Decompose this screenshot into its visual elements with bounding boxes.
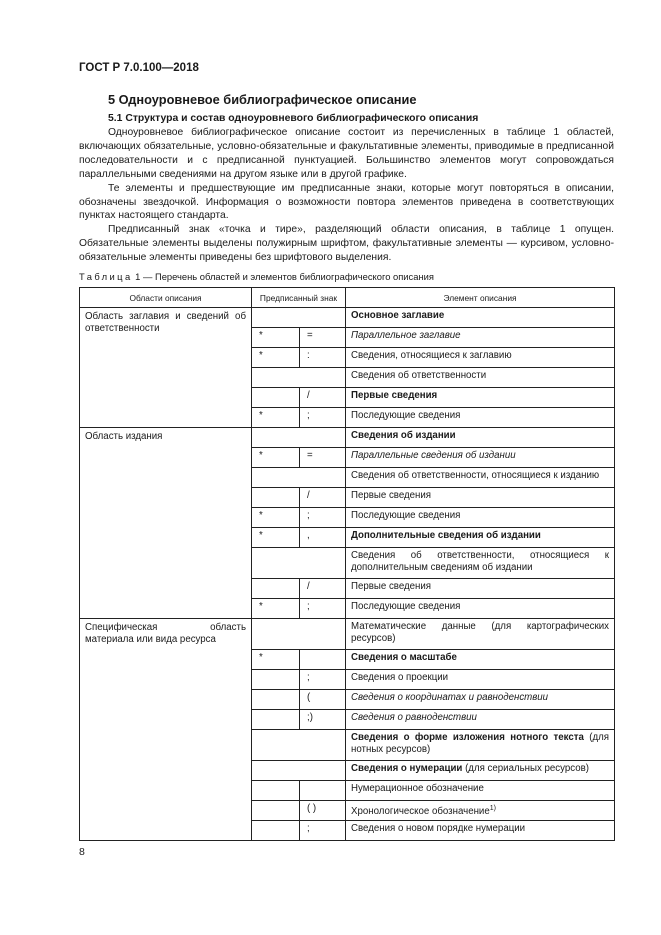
column-header: Элемент описания	[346, 288, 615, 308]
prescribed-sign: =	[300, 328, 346, 348]
element-cell: Последующие сведения	[346, 508, 615, 528]
prescribed-sign: /	[300, 388, 346, 408]
repeat-mark: *	[252, 448, 300, 468]
prescribed-sign: ;)	[300, 710, 346, 730]
element-cell: Сведения об ответственности, относящиеся к дополнительным сведениям об издании	[346, 548, 615, 579]
element-cell: Сведения, относящиеся к заглавию	[346, 348, 615, 368]
element-cell: Параллельные сведения об издании	[346, 448, 615, 468]
footnote-ref: 1)	[489, 805, 496, 812]
table-row	[80, 308, 615, 328]
repeat-mark	[252, 579, 300, 599]
repeat-mark: *	[252, 528, 300, 548]
element-note: (для нотных ресурсов)	[351, 732, 610, 755]
element-bold-text: Сведения о форме изложения нотного текста	[351, 732, 584, 743]
paragraph: Те элементы и предшествующие им предписанные знаки, которые могут повторяться в описании, обозначены звездочкой. Информация о возможности повтора элементов приведена в соответствующих пунктах настоящего стандарта.	[79, 182, 614, 222]
column-header: Области описания	[80, 288, 252, 308]
prescribed-sign: ;	[300, 408, 346, 428]
page-number: 8	[79, 846, 85, 858]
element-cell: Параллельное заглавие	[346, 328, 615, 348]
repeat-mark	[252, 690, 300, 710]
element-note: (для сериальных ресурсов)	[462, 763, 589, 774]
area-cell: Область заглавия и сведений об ответственности	[80, 308, 252, 428]
element-text: Хронологическое обозначение	[351, 806, 490, 818]
repeat-mark	[252, 670, 300, 690]
body-paragraphs	[79, 126, 614, 265]
table-caption-prefix: Таблица	[79, 271, 133, 282]
sign-cell	[252, 468, 346, 488]
prescribed-sign: :	[300, 348, 346, 368]
subsection-title: 5.1 Структура и состав одноуровневого библиографического описания	[108, 113, 479, 124]
repeat-mark	[252, 488, 300, 508]
prescribed-sign: ;	[300, 508, 346, 528]
element-cell: Основное заглавие	[346, 308, 615, 328]
element-cell: Первые сведения	[346, 488, 615, 508]
element-cell: Первые сведения	[346, 388, 615, 408]
repeat-mark: *	[252, 328, 300, 348]
sign-cell	[252, 308, 346, 328]
table-caption-text: 1 — Перечень областей и элементов библиографического описания	[132, 271, 434, 282]
element-cell: Сведения о координатах и равноденствии	[346, 690, 615, 710]
prescribed-sign: ,	[300, 528, 346, 548]
element-bold-text: Сведения о нумерации	[351, 763, 463, 774]
prescribed-sign: /	[300, 579, 346, 599]
element-cell: Сведения об ответственности	[346, 368, 615, 388]
element-cell: Первые сведения	[346, 579, 615, 599]
element-cell: Последующие сведения	[346, 408, 615, 428]
elements-table	[79, 287, 615, 841]
sign-cell	[252, 548, 346, 579]
sign-cell	[252, 428, 346, 448]
area-cell: Область издания	[80, 428, 252, 619]
prescribed-sign: ;	[300, 670, 346, 690]
repeat-mark	[252, 781, 300, 801]
area-cell: Специфическая область материала или вида ресурса	[80, 619, 252, 841]
element-cell: Дополнительные сведения об издании	[346, 528, 615, 548]
table-row	[80, 619, 615, 650]
repeat-mark: *	[252, 599, 300, 619]
repeat-mark	[252, 821, 300, 841]
element-cell: Нумерационное обозначение	[346, 781, 615, 801]
repeat-mark	[252, 710, 300, 730]
prescribed-sign: /	[300, 488, 346, 508]
element-cell: Сведения о равноденствии	[346, 710, 615, 730]
section-title: 5 Одноуровневое библиографическое описание	[108, 92, 417, 107]
paragraph: Одноуровневое библиографическое описание состоит из перечисленных в таблице 1 областей, включающих обязательные, условно-обязательные и факультативные элементы, приводимые в предписанной последовательности и с предписанной пунктуацией. Большинство элементов могут сопровождаться параллельными сведениями на другом языке или в другой графике.	[79, 127, 614, 180]
column-header: Предписанный знак	[252, 288, 346, 308]
element-cell	[346, 761, 615, 781]
element-cell: Математические данные (для картографических ресурсов)	[346, 619, 615, 650]
prescribed-sign	[300, 781, 346, 801]
table-caption	[79, 271, 434, 282]
prescribed-sign	[300, 650, 346, 670]
prescribed-sign: ;	[300, 599, 346, 619]
element-cell: Сведения о проекции	[346, 670, 615, 690]
prescribed-sign: ( )	[300, 801, 346, 821]
element-cell: Последующие сведения	[346, 599, 615, 619]
sign-cell	[252, 619, 346, 650]
repeat-mark: *	[252, 408, 300, 428]
prescribed-sign: ;	[300, 821, 346, 841]
element-cell	[346, 730, 615, 761]
repeat-mark: *	[252, 650, 300, 670]
element-cell: Сведения о новом порядке нумерации	[346, 821, 615, 841]
sign-cell	[252, 761, 346, 781]
table-row	[80, 428, 615, 448]
document-header: ГОСТ Р 7.0.100—2018	[79, 62, 199, 74]
sign-cell	[252, 368, 346, 388]
table-header-row	[80, 288, 615, 308]
element-cell: Сведения о масштабе	[346, 650, 615, 670]
repeat-mark: *	[252, 508, 300, 528]
repeat-mark: *	[252, 348, 300, 368]
repeat-mark	[252, 801, 300, 821]
element-cell: Сведения об ответственности, относящиеся к изданию	[346, 468, 615, 488]
prescribed-sign: =	[300, 448, 346, 468]
element-cell	[346, 801, 615, 821]
paragraph: Предписанный знак «точка и тире», разделяющий области описания, в таблице 1 опущен. Обязательные элементы выделены полужирным шрифтом, факультативные элементы — курсивом, условно-обязательные элементы приведены без шрифтового выделения.	[79, 224, 614, 264]
repeat-mark	[252, 388, 300, 408]
sign-cell	[252, 730, 346, 761]
element-cell: Сведения об издании	[346, 428, 615, 448]
prescribed-sign: (	[300, 690, 346, 710]
